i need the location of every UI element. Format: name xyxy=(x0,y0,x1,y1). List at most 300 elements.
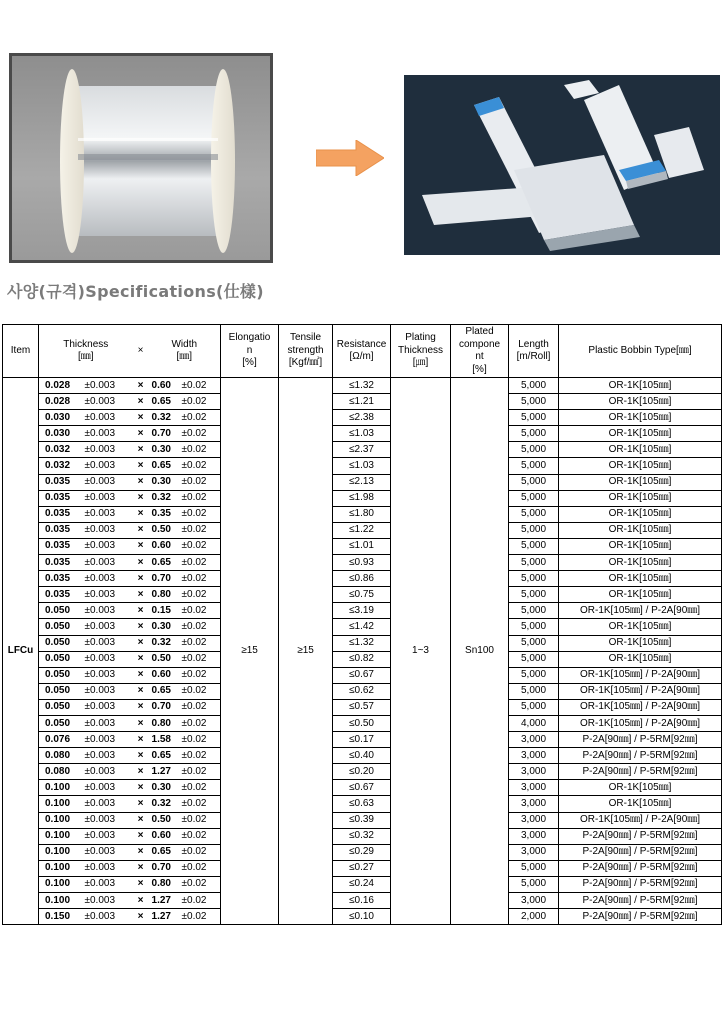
times-cell: × xyxy=(133,394,149,410)
width-cell: 0.30 xyxy=(149,619,180,635)
resistance-cell: ≤0.16 xyxy=(333,893,391,909)
bobbin-cell: OR-1K[105㎜] xyxy=(559,378,722,394)
thickness-tolerance-cell: ±0.003 xyxy=(83,587,133,603)
thickness-tolerance-cell: ±0.003 xyxy=(83,378,133,394)
table-row xyxy=(3,667,722,683)
width-tolerance-cell: ±0.02 xyxy=(180,667,221,683)
thickness-tolerance-cell: ±0.003 xyxy=(83,764,133,780)
thickness-cell: 0.100 xyxy=(39,828,83,844)
length-cell: 3,000 xyxy=(509,780,559,796)
width-cell: 1.27 xyxy=(149,764,180,780)
width-cell: 0.80 xyxy=(149,876,180,892)
table-row xyxy=(3,426,722,442)
thickness-cell: 0.050 xyxy=(39,667,83,683)
times-cell: × xyxy=(133,538,149,554)
plating-cell: 1~3 xyxy=(391,378,451,925)
bobbin-cell: OR-1K[105㎜] xyxy=(559,651,722,667)
thickness-tolerance-cell: ±0.003 xyxy=(83,699,133,715)
table-row xyxy=(3,490,722,506)
table-row xyxy=(3,378,722,394)
times-cell: × xyxy=(133,442,149,458)
width-tolerance-cell: ±0.02 xyxy=(180,635,221,651)
times-cell: × xyxy=(133,732,149,748)
table-row xyxy=(3,828,722,844)
length-cell: 3,000 xyxy=(509,828,559,844)
right-arrow-icon xyxy=(316,140,384,176)
thickness-tolerance-cell: ±0.003 xyxy=(83,619,133,635)
width-tolerance-cell: ±0.02 xyxy=(180,571,221,587)
width-cell: 0.65 xyxy=(149,844,180,860)
length-cell: 5,000 xyxy=(509,683,559,699)
header-width-label: Width xyxy=(171,338,198,350)
width-cell: 0.30 xyxy=(149,442,180,458)
resistance-cell: ≤0.39 xyxy=(333,812,391,828)
bobbin-cell: P-2A[90㎜] / P-5RM[92㎜] xyxy=(559,893,722,909)
times-cell: × xyxy=(133,378,149,394)
table-row xyxy=(3,474,722,490)
thickness-tolerance-cell: ±0.003 xyxy=(83,909,133,925)
header-item: Item xyxy=(3,325,39,378)
table-row xyxy=(3,555,722,571)
width-cell: 0.32 xyxy=(149,796,180,812)
times-cell: × xyxy=(133,860,149,876)
width-cell: 0.70 xyxy=(149,860,180,876)
width-tolerance-cell: ±0.02 xyxy=(180,587,221,603)
table-row xyxy=(3,410,722,426)
thickness-tolerance-cell: ±0.003 xyxy=(83,796,133,812)
width-tolerance-cell: ±0.02 xyxy=(180,474,221,490)
width-tolerance-cell: ±0.02 xyxy=(180,651,221,667)
length-cell: 5,000 xyxy=(509,876,559,892)
resistance-cell: ≤1.03 xyxy=(333,458,391,474)
header-times: × xyxy=(133,325,149,378)
width-cell: 0.50 xyxy=(149,812,180,828)
header-row xyxy=(3,325,722,378)
width-tolerance-cell: ±0.02 xyxy=(180,538,221,554)
bobbin-cell: OR-1K[105㎜] / P-2A[90㎜] xyxy=(559,715,722,731)
thickness-cell: 0.035 xyxy=(39,555,83,571)
times-cell: × xyxy=(133,748,149,764)
length-cell: 5,000 xyxy=(509,474,559,490)
width-cell: 0.30 xyxy=(149,780,180,796)
thickness-cell: 0.050 xyxy=(39,715,83,731)
length-cell: 5,000 xyxy=(509,394,559,410)
length-cell: 4,000 xyxy=(509,715,559,731)
length-cell: 3,000 xyxy=(509,796,559,812)
resistance-cell: ≤0.63 xyxy=(333,796,391,812)
table-row xyxy=(3,538,722,554)
resistance-cell: ≤1.32 xyxy=(333,635,391,651)
specifications-table xyxy=(2,324,722,925)
times-cell: × xyxy=(133,812,149,828)
bobbin-cell: OR-1K[105㎜] xyxy=(559,522,722,538)
thickness-cell: 0.050 xyxy=(39,699,83,715)
times-cell: × xyxy=(133,796,149,812)
width-cell: 0.70 xyxy=(149,571,180,587)
resistance-cell: ≤0.20 xyxy=(333,764,391,780)
width-cell: 1.27 xyxy=(149,893,180,909)
table-row xyxy=(3,635,722,651)
width-tolerance-cell: ±0.02 xyxy=(180,426,221,442)
bobbin-cell: OR-1K[105㎜] xyxy=(559,442,722,458)
bobbin-cell: P-2A[90㎜] / P-5RM[92㎜] xyxy=(559,909,722,925)
table-row xyxy=(3,442,722,458)
thickness-cell: 0.100 xyxy=(39,876,83,892)
length-cell: 5,000 xyxy=(509,603,559,619)
table-row xyxy=(3,699,722,715)
bobbin-cell: P-2A[90㎜] / P-5RM[92㎜] xyxy=(559,860,722,876)
table-row xyxy=(3,860,722,876)
resistance-cell: ≤1.32 xyxy=(333,378,391,394)
header-resistance: Resistance [Ω/m] xyxy=(333,325,391,378)
thickness-tolerance-cell: ±0.003 xyxy=(83,555,133,571)
width-tolerance-cell: ±0.02 xyxy=(180,876,221,892)
header-plated: Plated compone nt [%] xyxy=(451,325,509,378)
resistance-cell: ≤0.40 xyxy=(333,748,391,764)
times-cell: × xyxy=(133,426,149,442)
table-row xyxy=(3,506,722,522)
bobbin-cell: OR-1K[105㎜] xyxy=(559,619,722,635)
table-row xyxy=(3,522,722,538)
bobbin-cell: OR-1K[105㎜] xyxy=(559,780,722,796)
width-cell: 1.27 xyxy=(149,909,180,925)
resistance-cell: ≤1.03 xyxy=(333,426,391,442)
thickness-cell: 0.028 xyxy=(39,378,83,394)
times-cell: × xyxy=(133,715,149,731)
thickness-cell: 0.100 xyxy=(39,893,83,909)
bobbin-cell: OR-1K[105㎜] / P-2A[90㎜] xyxy=(559,603,722,619)
resistance-cell: ≤0.67 xyxy=(333,780,391,796)
bobbin-cell: OR-1K[105㎜] / P-2A[90㎜] xyxy=(559,812,722,828)
width-tolerance-cell: ±0.02 xyxy=(180,394,221,410)
thickness-tolerance-cell: ±0.003 xyxy=(83,458,133,474)
elongation-cell: ≥15 xyxy=(221,378,279,925)
length-cell: 3,000 xyxy=(509,812,559,828)
width-tolerance-cell: ±0.02 xyxy=(180,555,221,571)
resistance-cell: ≤0.32 xyxy=(333,828,391,844)
header-length: Length [m/Roll] xyxy=(509,325,559,378)
bobbin-cell: P-2A[90㎜] / P-5RM[92㎜] xyxy=(559,764,722,780)
thickness-tolerance-cell: ±0.003 xyxy=(83,715,133,731)
length-cell: 5,000 xyxy=(509,458,559,474)
length-cell: 5,000 xyxy=(509,538,559,554)
bobbin-cell: OR-1K[105㎜] / P-2A[90㎜] xyxy=(559,667,722,683)
width-tolerance-cell: ±0.02 xyxy=(180,893,221,909)
width-cell: 0.50 xyxy=(149,522,180,538)
table-row xyxy=(3,715,722,731)
thickness-cell: 0.030 xyxy=(39,426,83,442)
thickness-cell: 0.050 xyxy=(39,635,83,651)
thickness-cell: 0.050 xyxy=(39,651,83,667)
bobbin-cell: OR-1K[105㎜] xyxy=(559,394,722,410)
resistance-cell: ≤1.98 xyxy=(333,490,391,506)
width-cell: 0.70 xyxy=(149,699,180,715)
spool-image xyxy=(58,68,236,254)
resistance-cell: ≤0.75 xyxy=(333,587,391,603)
thickness-tolerance-cell: ±0.003 xyxy=(83,426,133,442)
resistance-cell: ≤0.86 xyxy=(333,571,391,587)
table-row xyxy=(3,732,722,748)
wire-spool-photo xyxy=(9,53,273,263)
thickness-cell: 0.035 xyxy=(39,522,83,538)
thickness-tolerance-cell: ±0.003 xyxy=(83,780,133,796)
resistance-cell: ≤3.19 xyxy=(333,603,391,619)
bobbin-cell: OR-1K[105㎜] xyxy=(559,426,722,442)
resistance-cell: ≤2.13 xyxy=(333,474,391,490)
width-cell: 0.32 xyxy=(149,635,180,651)
thickness-cell: 0.035 xyxy=(39,571,83,587)
times-cell: × xyxy=(133,876,149,892)
table-row xyxy=(3,748,722,764)
thickness-cell: 0.050 xyxy=(39,603,83,619)
bobbin-cell: OR-1K[105㎜] / P-2A[90㎜] xyxy=(559,683,722,699)
width-tolerance-cell: ±0.02 xyxy=(180,458,221,474)
length-cell: 5,000 xyxy=(509,490,559,506)
width-tolerance-cell: ±0.02 xyxy=(180,522,221,538)
resistance-cell: ≤0.27 xyxy=(333,860,391,876)
times-cell: × xyxy=(133,780,149,796)
bobbin-cell: OR-1K[105㎜] xyxy=(559,571,722,587)
width-tolerance-cell: ±0.02 xyxy=(180,844,221,860)
times-cell: × xyxy=(133,893,149,909)
flat-cable-photo xyxy=(404,75,720,255)
width-tolerance-cell: ±0.02 xyxy=(180,909,221,925)
section-title: 사양(규격)Specifications(仕樣) xyxy=(7,282,264,301)
thickness-cell: 0.100 xyxy=(39,860,83,876)
width-cell: 0.65 xyxy=(149,748,180,764)
width-tolerance-cell: ±0.02 xyxy=(180,860,221,876)
header-thickness xyxy=(39,325,133,378)
table-row xyxy=(3,587,722,603)
times-cell: × xyxy=(133,635,149,651)
table-body xyxy=(3,378,722,925)
table-row xyxy=(3,683,722,699)
header-thickness-label: Thickness xyxy=(63,338,109,350)
thickness-cell: 0.035 xyxy=(39,474,83,490)
resistance-cell: ≤2.37 xyxy=(333,442,391,458)
length-cell: 3,000 xyxy=(509,748,559,764)
length-cell: 5,000 xyxy=(509,426,559,442)
bobbin-cell: OR-1K[105㎜] xyxy=(559,538,722,554)
width-tolerance-cell: ±0.02 xyxy=(180,603,221,619)
table-row xyxy=(3,893,722,909)
header-width-unit: [㎜] xyxy=(176,351,193,362)
width-tolerance-cell: ±0.02 xyxy=(180,506,221,522)
thickness-cell: 0.100 xyxy=(39,812,83,828)
thickness-cell: 0.076 xyxy=(39,732,83,748)
width-cell: 0.15 xyxy=(149,603,180,619)
length-cell: 5,000 xyxy=(509,442,559,458)
width-tolerance-cell: ±0.02 xyxy=(180,442,221,458)
table-row xyxy=(3,796,722,812)
bobbin-cell: P-2A[90㎜] / P-5RM[92㎜] xyxy=(559,732,722,748)
table-row xyxy=(3,764,722,780)
thickness-cell: 0.150 xyxy=(39,909,83,925)
table-row xyxy=(3,844,722,860)
width-tolerance-cell: ±0.02 xyxy=(180,828,221,844)
thickness-cell: 0.032 xyxy=(39,442,83,458)
width-cell: 0.32 xyxy=(149,490,180,506)
length-cell: 2,000 xyxy=(509,909,559,925)
width-cell: 0.65 xyxy=(149,394,180,410)
length-cell: 3,000 xyxy=(509,844,559,860)
resistance-cell: ≤0.50 xyxy=(333,715,391,731)
resistance-cell: ≤2.38 xyxy=(333,410,391,426)
item-cell: LFCu xyxy=(3,378,39,925)
table-row xyxy=(3,458,722,474)
length-cell: 5,000 xyxy=(509,587,559,603)
thickness-cell: 0.032 xyxy=(39,458,83,474)
width-cell: 0.35 xyxy=(149,506,180,522)
length-cell: 5,000 xyxy=(509,860,559,876)
resistance-cell: ≤0.10 xyxy=(333,909,391,925)
bobbin-cell: P-2A[90㎜] / P-5RM[92㎜] xyxy=(559,876,722,892)
bobbin-cell: OR-1K[105㎜] xyxy=(559,555,722,571)
thickness-tolerance-cell: ±0.003 xyxy=(83,442,133,458)
thickness-tolerance-cell: ±0.003 xyxy=(83,732,133,748)
thickness-cell: 0.080 xyxy=(39,748,83,764)
bobbin-cell: OR-1K[105㎜] xyxy=(559,635,722,651)
thickness-cell: 0.035 xyxy=(39,538,83,554)
thickness-cell: 0.050 xyxy=(39,619,83,635)
table-row xyxy=(3,603,722,619)
resistance-cell: ≤1.01 xyxy=(333,538,391,554)
table-row xyxy=(3,394,722,410)
width-tolerance-cell: ±0.02 xyxy=(180,812,221,828)
bobbin-cell: OR-1K[105㎜] xyxy=(559,796,722,812)
thickness-cell: 0.035 xyxy=(39,587,83,603)
thickness-cell: 0.100 xyxy=(39,780,83,796)
resistance-cell: ≤0.17 xyxy=(333,732,391,748)
thickness-cell: 0.100 xyxy=(39,796,83,812)
resistance-cell: ≤0.67 xyxy=(333,667,391,683)
tensile-cell: ≥15 xyxy=(279,378,333,925)
thickness-tolerance-cell: ±0.003 xyxy=(83,860,133,876)
resistance-cell: ≤0.24 xyxy=(333,876,391,892)
table-row xyxy=(3,812,722,828)
width-cell: 0.80 xyxy=(149,587,180,603)
times-cell: × xyxy=(133,844,149,860)
length-cell: 3,000 xyxy=(509,893,559,909)
bobbin-cell: OR-1K[105㎜] xyxy=(559,490,722,506)
times-cell: × xyxy=(133,667,149,683)
length-cell: 5,000 xyxy=(509,522,559,538)
times-cell: × xyxy=(133,764,149,780)
width-cell: 0.65 xyxy=(149,683,180,699)
resistance-cell: ≤0.57 xyxy=(333,699,391,715)
thickness-tolerance-cell: ±0.003 xyxy=(83,506,133,522)
length-cell: 3,000 xyxy=(509,732,559,748)
thickness-cell: 0.050 xyxy=(39,683,83,699)
plated-cell: Sn100 xyxy=(451,378,509,925)
resistance-cell: ≤0.62 xyxy=(333,683,391,699)
thickness-tolerance-cell: ±0.003 xyxy=(83,828,133,844)
table-row xyxy=(3,876,722,892)
table-row xyxy=(3,780,722,796)
width-tolerance-cell: ±0.02 xyxy=(180,410,221,426)
bobbin-cell: OR-1K[105㎜] xyxy=(559,587,722,603)
length-cell: 3,000 xyxy=(509,764,559,780)
thickness-tolerance-cell: ±0.003 xyxy=(83,522,133,538)
header-elongation: Elongatio n [%] xyxy=(221,325,279,378)
times-cell: × xyxy=(133,571,149,587)
times-cell: × xyxy=(133,651,149,667)
thickness-tolerance-cell: ±0.003 xyxy=(83,651,133,667)
thickness-tolerance-cell: ±0.003 xyxy=(83,474,133,490)
width-cell: 0.60 xyxy=(149,378,180,394)
thickness-cell: 0.030 xyxy=(39,410,83,426)
width-cell: 1.58 xyxy=(149,732,180,748)
length-cell: 5,000 xyxy=(509,555,559,571)
thickness-tolerance-cell: ±0.003 xyxy=(83,748,133,764)
thickness-tolerance-cell: ±0.003 xyxy=(83,538,133,554)
table-row xyxy=(3,619,722,635)
length-cell: 5,000 xyxy=(509,571,559,587)
thickness-tolerance-cell: ±0.003 xyxy=(83,571,133,587)
times-cell: × xyxy=(133,458,149,474)
resistance-cell: ≤1.80 xyxy=(333,506,391,522)
times-cell: × xyxy=(133,474,149,490)
thickness-cell: 0.080 xyxy=(39,764,83,780)
width-cell: 0.80 xyxy=(149,715,180,731)
times-cell: × xyxy=(133,699,149,715)
thickness-cell: 0.035 xyxy=(39,506,83,522)
bobbin-cell: P-2A[90㎜] / P-5RM[92㎜] xyxy=(559,844,722,860)
width-cell: 0.65 xyxy=(149,458,180,474)
bobbin-cell: OR-1K[105㎜] xyxy=(559,506,722,522)
width-cell: 0.65 xyxy=(149,555,180,571)
bobbin-cell: OR-1K[105㎜] xyxy=(559,410,722,426)
times-cell: × xyxy=(133,555,149,571)
width-tolerance-cell: ±0.02 xyxy=(180,796,221,812)
width-tolerance-cell: ±0.02 xyxy=(180,378,221,394)
width-cell: 0.50 xyxy=(149,651,180,667)
times-cell: × xyxy=(133,490,149,506)
resistance-cell: ≤1.21 xyxy=(333,394,391,410)
thickness-tolerance-cell: ±0.003 xyxy=(83,812,133,828)
bobbin-cell: OR-1K[105㎜] xyxy=(559,458,722,474)
width-tolerance-cell: ±0.02 xyxy=(180,619,221,635)
header-width xyxy=(149,325,221,378)
thickness-tolerance-cell: ±0.003 xyxy=(83,635,133,651)
thickness-cell: 0.035 xyxy=(39,490,83,506)
width-tolerance-cell: ±0.02 xyxy=(180,764,221,780)
times-cell: × xyxy=(133,410,149,426)
thickness-tolerance-cell: ±0.003 xyxy=(83,876,133,892)
length-cell: 5,000 xyxy=(509,410,559,426)
width-cell: 0.30 xyxy=(149,474,180,490)
length-cell: 5,000 xyxy=(509,635,559,651)
times-cell: × xyxy=(133,683,149,699)
table-row xyxy=(3,909,722,925)
width-cell: 0.70 xyxy=(149,426,180,442)
length-cell: 5,000 xyxy=(509,667,559,683)
thickness-tolerance-cell: ±0.003 xyxy=(83,410,133,426)
header-tensile: Tensile strength [Kgf/㎟] xyxy=(279,325,333,378)
header-bobbin: Plastic Bobbin Type[㎜] xyxy=(559,325,722,378)
thickness-tolerance-cell: ±0.003 xyxy=(83,844,133,860)
thickness-tolerance-cell: ±0.003 xyxy=(83,490,133,506)
bobbin-cell: OR-1K[105㎜] / P-2A[90㎜] xyxy=(559,699,722,715)
times-cell: × xyxy=(133,522,149,538)
resistance-cell: ≤0.82 xyxy=(333,651,391,667)
width-tolerance-cell: ±0.02 xyxy=(180,683,221,699)
header-plating: Plating Thickness [㎛] xyxy=(391,325,451,378)
width-cell: 0.60 xyxy=(149,538,180,554)
cable-image xyxy=(404,75,720,255)
width-tolerance-cell: ±0.02 xyxy=(180,748,221,764)
bobbin-cell: OR-1K[105㎜] xyxy=(559,474,722,490)
